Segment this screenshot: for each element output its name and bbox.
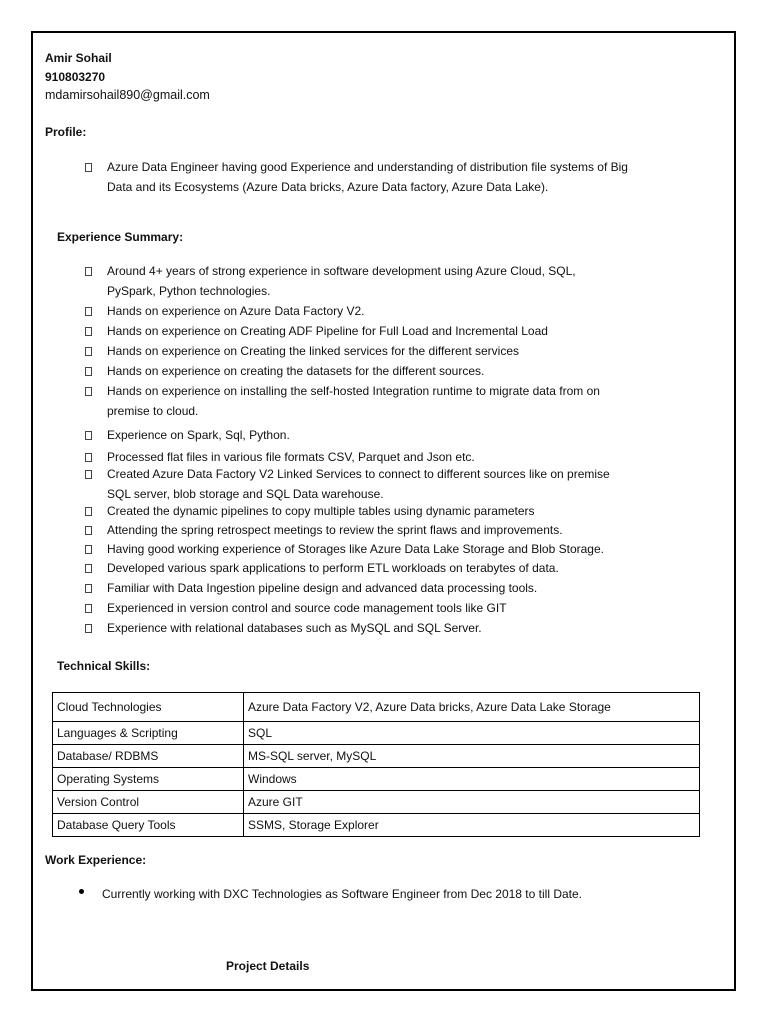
bullet-square-icon: [85, 347, 92, 356]
skill-value: Windows: [244, 768, 700, 791]
table-row: [53, 791, 700, 814]
bullet-square-icon: [85, 604, 92, 613]
profile-heading: Profile:: [45, 125, 87, 139]
candidate-name: Amir Sohail: [45, 51, 112, 65]
skill-value: MS-SQL server, MySQL: [244, 745, 700, 768]
work-experience-item: Currently working with DXC Technologies as Software Engineer from Dec 2018 to till Date.: [102, 887, 582, 901]
skill-value: Azure GIT: [244, 791, 700, 814]
bullet-square-icon: [85, 307, 92, 316]
table-row: [53, 768, 700, 791]
table-row: [53, 745, 700, 768]
list-item-line: Hands on experience on Creating the linked services for the different services: [107, 344, 520, 358]
list-item-line: Created the dynamic pipelines to copy multiple tables using dynamic parameters: [107, 504, 535, 518]
list-item-line: Developed various spark applications to perform ETL workloads on terabytes of data.: [107, 561, 559, 575]
bullet-square-icon: [85, 564, 92, 573]
list-item-line: SQL server, blob storage and SQL Data warehouse.: [107, 487, 384, 501]
skill-category: Operating Systems: [53, 768, 244, 791]
skill-category: Languages & Scripting: [53, 722, 244, 745]
table-row: [53, 722, 700, 745]
bullet-square-icon: [85, 367, 92, 376]
list-item-line: Around 4+ years of strong experience in software development using Azure Cloud, SQL,: [107, 264, 576, 278]
list-item-line: Attending the spring retrospect meetings to review the sprint flaws and improvements.: [107, 523, 563, 537]
list-item-line: Experience on Spark, Sql, Python.: [107, 428, 290, 442]
bullet-square-icon: [85, 327, 92, 336]
skill-category: Cloud Technologies: [53, 693, 244, 722]
bullet-square-icon: [85, 431, 92, 440]
project-details-heading: Project Details: [226, 959, 310, 973]
skill-value: SSMS, Storage Explorer: [244, 814, 700, 837]
bullet-square-icon: [85, 507, 92, 516]
skill-category: Database Query Tools: [53, 814, 244, 837]
list-item-line: Data and its Ecosystems (Azure Data bricks, Azure Data factory, Azure Data Lake).: [107, 180, 549, 194]
table-row: [53, 693, 700, 722]
list-item-line: Hands on experience on creating the datasets for the different sources.: [107, 364, 485, 378]
table-row: [53, 814, 700, 837]
work-experience-heading: Work Experience:: [45, 853, 147, 867]
bullet-dot-icon: [79, 889, 84, 894]
bullet-square-icon: [85, 387, 92, 396]
list-item-line: Hands on experience on Azure Data Factory V2.: [107, 304, 365, 318]
experience-summary-heading: Experience Summary:: [57, 230, 184, 244]
bullet-square-icon: [85, 526, 92, 535]
candidate-phone: 910803270: [45, 70, 106, 84]
technical-skills-heading: Technical Skills:: [57, 659, 151, 673]
bullet-square-icon: [85, 470, 92, 479]
list-item-line: Hands on experience on Creating ADF Pipeline for Full Load and Incremental Load: [107, 324, 548, 338]
list-item-line: Hands on experience on installing the self-hosted Integration runtime to migrate data from on: [107, 384, 600, 398]
bullet-square-icon: [85, 453, 92, 462]
bullet-square-icon: [85, 584, 92, 593]
list-item-line: Experience with relational databases such as MySQL and SQL Server.: [107, 621, 482, 635]
skill-category: Database/ RDBMS: [53, 745, 244, 768]
list-item-line: Having good working experience of Storages like Azure Data Lake Storage and Blob Storage.: [107, 542, 604, 556]
candidate-email: mdamirsohail890@gmail.com: [45, 88, 210, 102]
bullet-square-icon: [85, 624, 92, 633]
skill-value: Azure Data Factory V2, Azure Data bricks, Azure Data Lake Storage: [244, 693, 700, 722]
list-item-line: premise to cloud.: [107, 404, 199, 418]
skill-value: SQL: [244, 722, 700, 745]
list-item-line: Created Azure Data Factory V2 Linked Services to connect to different sources like on premise: [107, 467, 610, 481]
technical-skills-table: [52, 692, 700, 837]
list-item-line: Azure Data Engineer having good Experience and understanding of distribution file systems of Big: [107, 160, 628, 174]
bullet-square-icon: [85, 163, 92, 172]
bullet-square-icon: [85, 545, 92, 554]
list-item-line: PySpark, Python technologies.: [107, 284, 271, 298]
skill-category: Version Control: [53, 791, 244, 814]
list-item-line: Processed flat files in various file formats CSV, Parquet and Json etc.: [107, 450, 475, 464]
list-item-line: Experienced in version control and source code management tools like GIT: [107, 601, 507, 615]
bullet-square-icon: [85, 267, 92, 276]
list-item-line: Familiar with Data Ingestion pipeline design and advanced data processing tools.: [107, 581, 538, 595]
